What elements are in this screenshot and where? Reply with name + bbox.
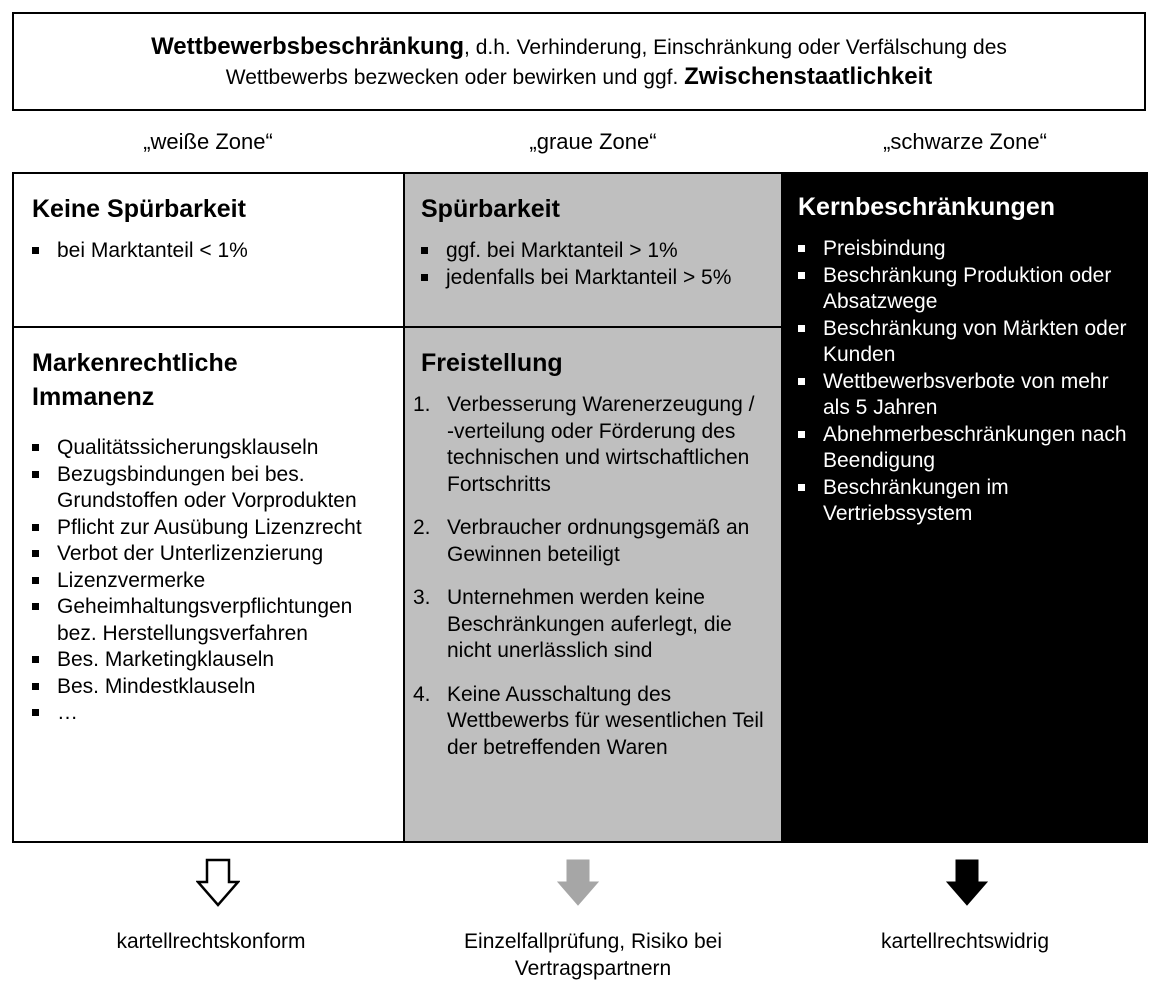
list-item: Verbot der Unterlizenzierung bbox=[32, 541, 387, 568]
zone-label-white: „weiße Zone“ bbox=[143, 129, 273, 154]
list-item: Beschränkungen im Vertriebssystem bbox=[798, 475, 1132, 528]
result-white: kartellrechtskonform bbox=[116, 930, 306, 953]
grey-bottom-list bbox=[413, 392, 765, 761]
list-item: … bbox=[32, 700, 387, 727]
header-term-wettbewerbsbeschraenkung: Wettbewerbsbeschränkung bbox=[151, 32, 465, 60]
result-black: kartellrechtswidrig bbox=[880, 930, 1050, 953]
list-item: 4. Keine Ausschaltung des Wettbewerbs für wesentlichen Teil der betreffenden Waren bbox=[413, 682, 764, 759]
black-cell bbox=[781, 172, 1148, 843]
header-term-zwischenstaatlichkeit: Zwischenstaatlichkeit bbox=[684, 62, 933, 90]
white-bottom-cell bbox=[12, 327, 404, 843]
black-title: Kernbeschränkungen bbox=[798, 193, 1056, 221]
list-item: Beschränkung Produktion oder Absatzwege bbox=[798, 263, 1132, 316]
list-item: jedenfalls bei Marktanteil > 5% bbox=[421, 265, 765, 292]
list-item: Qualitätssicherungsklauseln bbox=[32, 435, 387, 462]
list-item: Bezugsbindungen bei bes. Grundstoffen oder Vorprodukten bbox=[32, 462, 387, 515]
white-bottom-list bbox=[32, 435, 387, 727]
white-top-list bbox=[32, 238, 387, 265]
grey-bottom-cell bbox=[404, 327, 781, 843]
list-item: 1. Verbesserung Warenerzeugung / -verteilung oder Förderung des technischen und wirtschaftlichen Fortschritts bbox=[413, 393, 755, 496]
white-top-title: Keine Spürbarkeit bbox=[32, 195, 246, 223]
list-item: Bes. Mindestklauseln bbox=[32, 674, 387, 701]
grey-bottom-title: Freistellung bbox=[421, 349, 563, 377]
header-text-1: , d.h. Verhinderung, Einschränkung oder Verfälschung des bbox=[464, 35, 1007, 59]
header-line-2 bbox=[226, 62, 932, 92]
list-item: Geheimhaltungsverpflichtungen bez. Herstellungsverfahren bbox=[32, 594, 387, 647]
list-item: Abnehmerbeschränkungen nach Beendigung bbox=[798, 422, 1132, 475]
grey-top-list bbox=[421, 238, 765, 291]
zone-grid bbox=[12, 172, 1148, 843]
header-text-2: Wettbewerbs bezwecken oder bewirken und ggf. bbox=[225, 65, 685, 89]
list-item: Pflicht zur Ausübung Lizenzrecht bbox=[32, 515, 387, 542]
list-item: 2. Verbraucher ordnungsgemäß an Gewinnen beteiligt bbox=[413, 516, 750, 566]
grey-arrow-down-icon bbox=[556, 858, 600, 908]
list-item: ggf. bei Marktanteil > 1% bbox=[421, 238, 765, 265]
header-box bbox=[12, 12, 1146, 111]
grey-top-cell bbox=[404, 172, 781, 327]
list-item: Wettbewerbsverbote von mehr als 5 Jahren bbox=[798, 369, 1132, 422]
list-item: Bes. Marketingklauseln bbox=[32, 647, 387, 674]
result-grey: Einzelfallprüfung, Risiko bei Vertragspartnern bbox=[464, 930, 722, 980]
black-list bbox=[798, 236, 1132, 528]
list-item: bei Marktanteil < 1% bbox=[32, 238, 387, 265]
white-arrow-down-icon bbox=[196, 858, 240, 908]
grey-top-title: Spürbarkeit bbox=[421, 195, 560, 223]
zone-label-grey: „graue Zone“ bbox=[529, 129, 657, 154]
list-item: 3. Unternehmen werden keine Beschränkungen auferlegt, die nicht unerlässlich sind bbox=[413, 586, 732, 662]
white-bottom-title: Markenrechtliche Immanenz bbox=[32, 349, 238, 411]
black-arrow-down-icon bbox=[945, 858, 989, 908]
list-item: Beschränkung von Märkten oder Kunden bbox=[798, 316, 1132, 369]
header-line-1 bbox=[151, 32, 1007, 62]
zone-label-black: „schwarze Zone“ bbox=[883, 129, 1047, 154]
list-item: Preisbindung bbox=[798, 236, 1132, 263]
list-item: Lizenzvermerke bbox=[32, 568, 387, 595]
white-top-cell bbox=[12, 172, 404, 327]
